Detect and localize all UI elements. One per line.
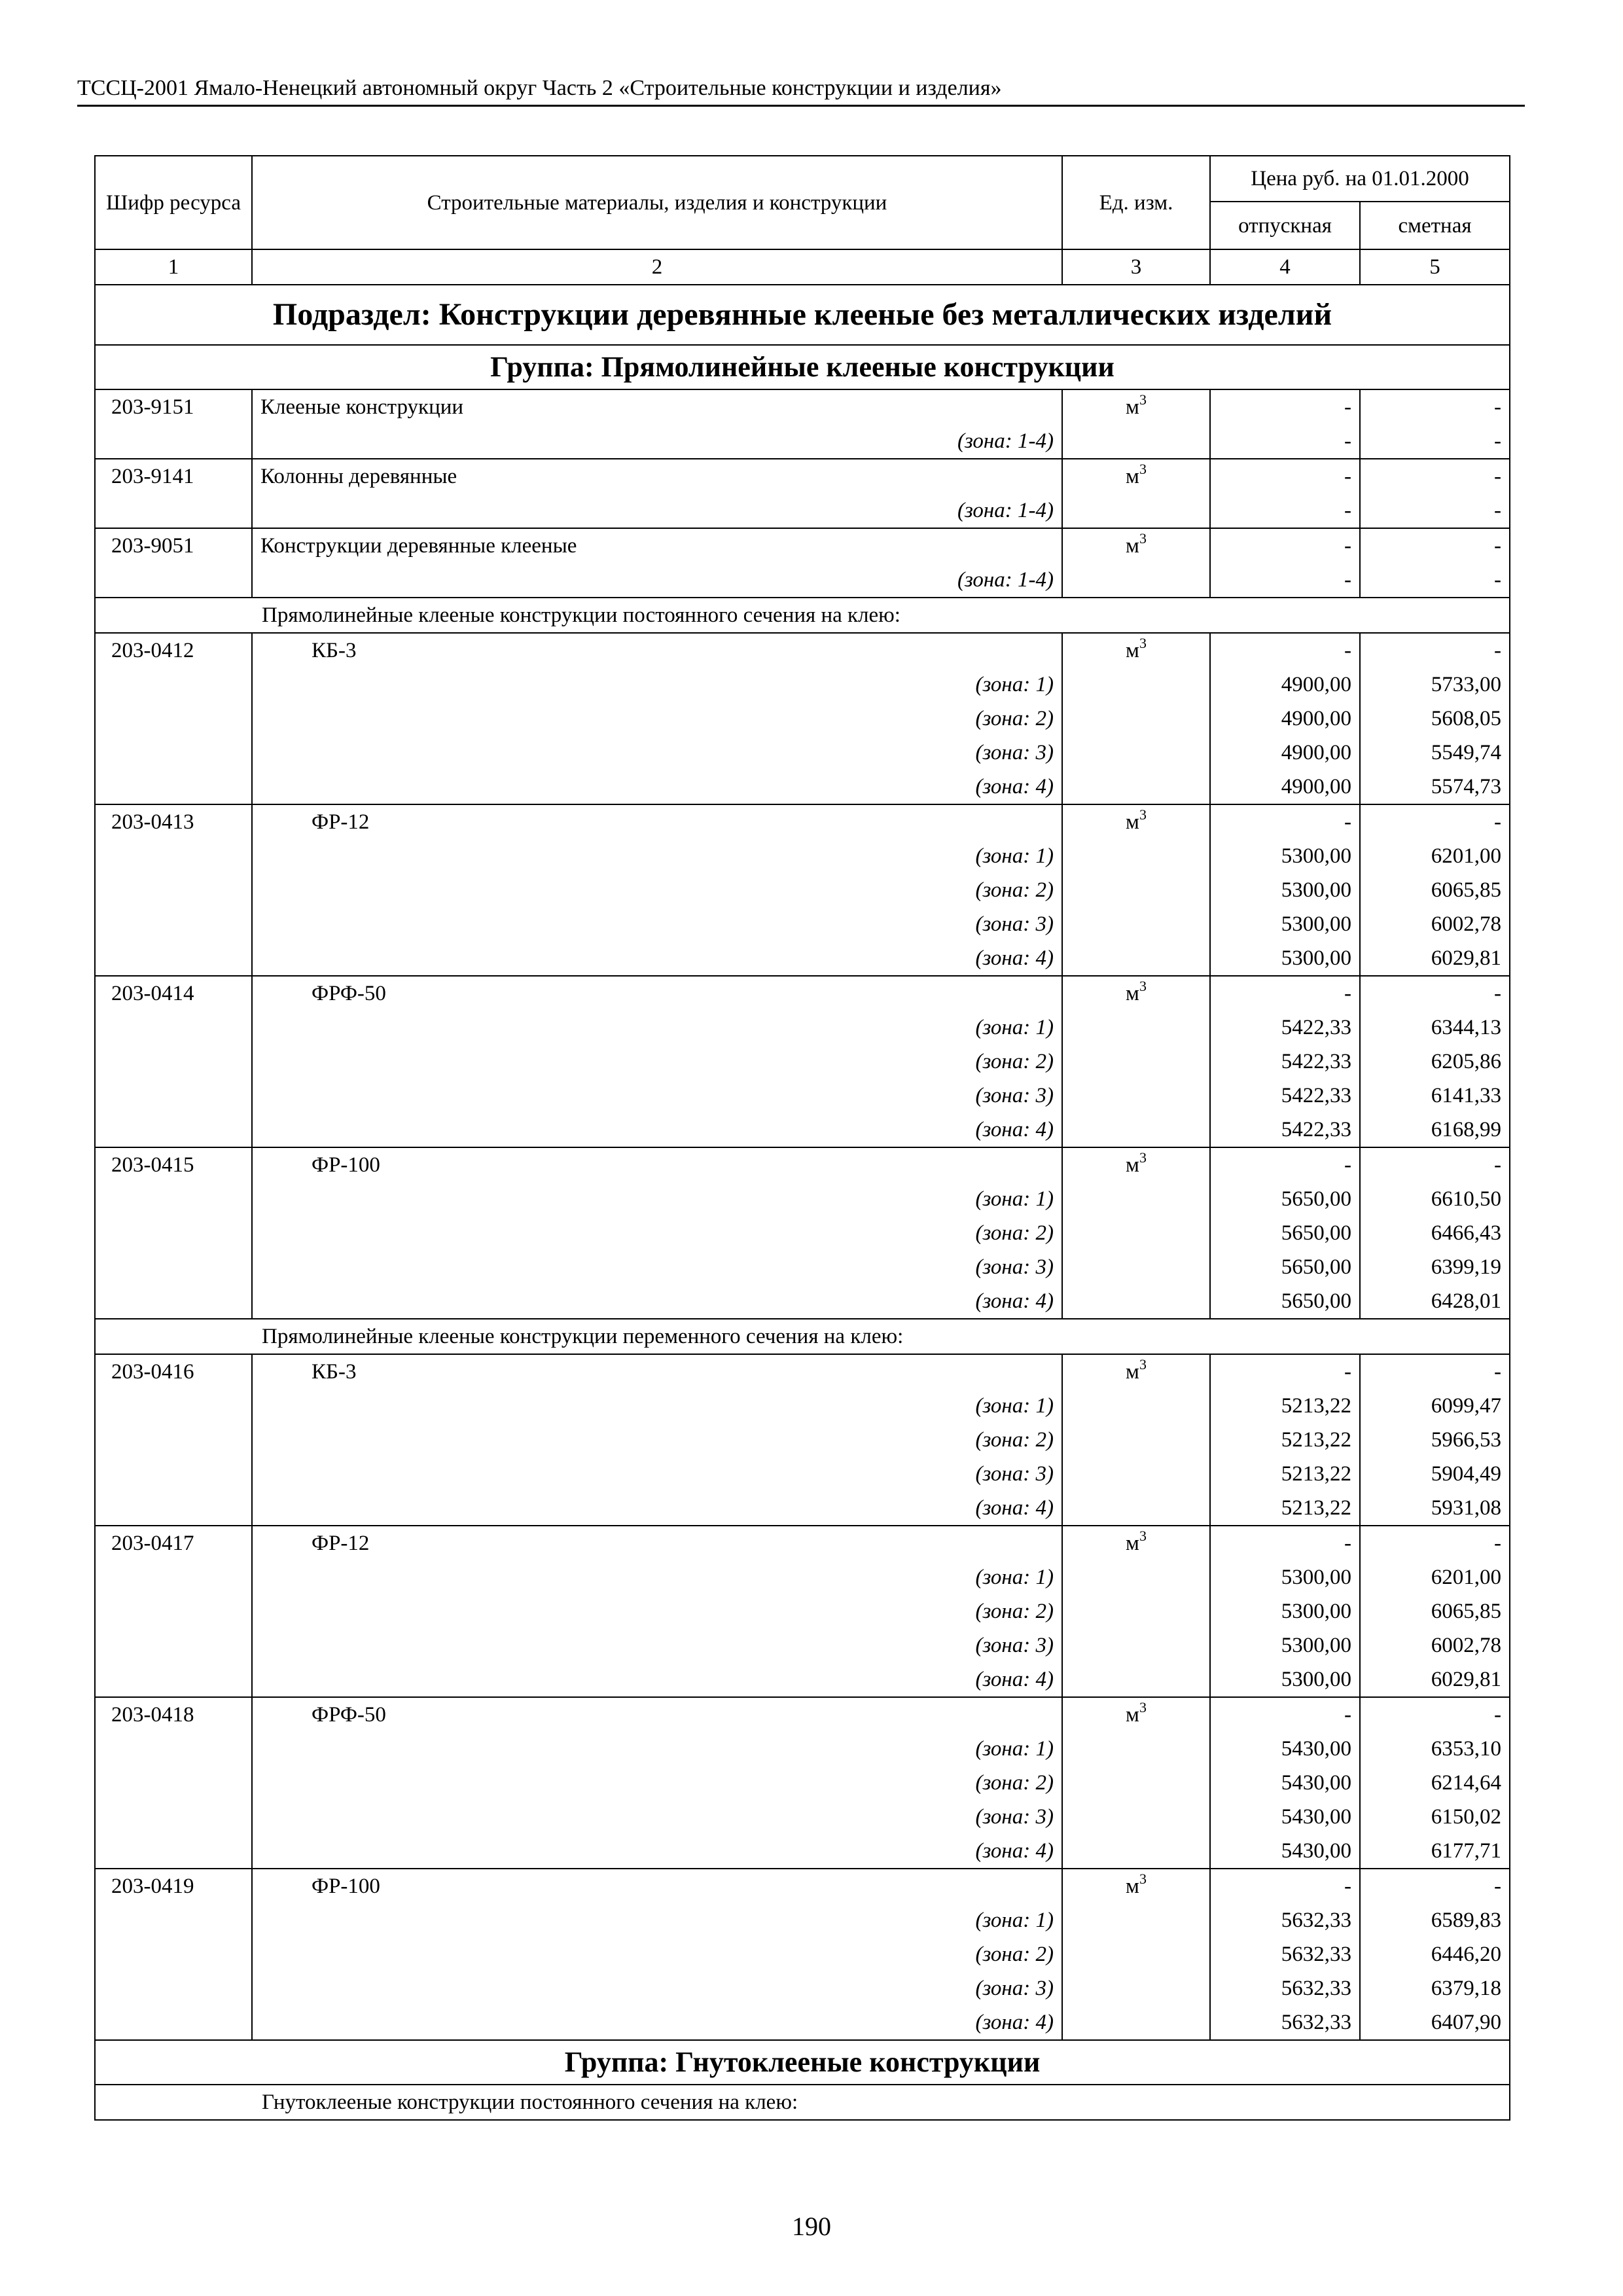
zone-row: [95, 1628, 1510, 1662]
table-row: [95, 633, 1510, 668]
zone-release-price: 5632,33: [1210, 1937, 1360, 1971]
zone-cell: [252, 563, 1062, 598]
unit-exponent: 3: [1139, 1356, 1147, 1372]
item-name: [252, 459, 1062, 493]
zone-release-price: 4900,00: [1210, 770, 1360, 804]
header-estimate-price: сметная: [1360, 202, 1510, 249]
estimate-price: -: [1360, 633, 1510, 668]
zone-row: [95, 2005, 1510, 2040]
unit-cell: [1062, 1147, 1210, 1182]
estimate-price: -: [1360, 1526, 1510, 1560]
zone-release-price: 5430,00: [1210, 1834, 1360, 1869]
zone-estimate-price: 6002,78: [1360, 1628, 1510, 1662]
zone-release-price: 5430,00: [1210, 1732, 1360, 1766]
zone-label: (зона: 2): [975, 878, 1054, 902]
zone-row: [95, 1389, 1510, 1423]
zone-row: [95, 563, 1510, 598]
zone-cell: [252, 668, 1062, 702]
zone-cell: [252, 1732, 1062, 1766]
release-price: -: [1210, 633, 1360, 668]
zone-label: (зона: 3): [975, 1805, 1054, 1829]
item-name-text: ФР-100: [312, 1153, 380, 1177]
zone-label: (зона: 3): [975, 1462, 1054, 1486]
zone-label: (зона: 4): [975, 2011, 1054, 2034]
zone-release-price: 5300,00: [1210, 1628, 1360, 1662]
table-row: [95, 1526, 1510, 1560]
zone-estimate-price: 6428,01: [1360, 1284, 1510, 1319]
zone-row: [95, 1800, 1510, 1834]
item-name-text: ФР-12: [312, 810, 370, 834]
zone-estimate-price: 6168,99: [1360, 1113, 1510, 1147]
zone-release-price: 5422,33: [1210, 1079, 1360, 1113]
release-price: -: [1210, 389, 1360, 424]
item-name: [252, 804, 1062, 839]
estimate-price: -: [1360, 528, 1510, 563]
zone-release-price: 4900,00: [1210, 702, 1360, 736]
group-title: Группа: Гнутоклееные конструкции: [95, 2040, 1510, 2085]
zone-estimate-price: 5549,74: [1360, 736, 1510, 770]
item-name: [252, 528, 1062, 563]
zone-row: [95, 1766, 1510, 1800]
table-body: [95, 285, 1510, 2120]
zone-row: [95, 736, 1510, 770]
estimate-price: -: [1360, 804, 1510, 839]
unit-cell: [1062, 459, 1210, 493]
resource-code: 203-0412: [95, 633, 252, 668]
zone-estimate-price: 6065,85: [1360, 873, 1510, 907]
price-table: [94, 155, 1510, 2121]
zone-row: [95, 770, 1510, 804]
zone-release-price: 5632,33: [1210, 1903, 1360, 1937]
zone-cell: [252, 1250, 1062, 1284]
item-name: [252, 1354, 1062, 1389]
subsection-title: Подраздел: Конструкции деревянные клееные без металлических изделий: [95, 285, 1510, 345]
unit-cell: [1062, 633, 1210, 668]
item-name: [252, 976, 1062, 1011]
zone-release-price: 4900,00: [1210, 736, 1360, 770]
zone-cell: [252, 1766, 1062, 1800]
item-name: [252, 1526, 1062, 1560]
item-name-text: Колонны деревянные: [260, 465, 457, 488]
zone-label: (зона: 4): [975, 775, 1054, 798]
zone-estimate-price: 6201,00: [1360, 839, 1510, 873]
zone-cell: [252, 2005, 1062, 2040]
zone-label: (зона: 1-4): [957, 429, 1054, 453]
table-row: [95, 528, 1510, 563]
unit-cell: [1062, 804, 1210, 839]
header-name: Строительные материалы, изделия и конструкции: [252, 156, 1062, 249]
group-title: Группа: Прямолинейные клееные конструкции: [95, 345, 1510, 389]
zone-label: (зона: 2): [975, 1943, 1054, 1966]
zone-label: (зона: 1): [975, 1187, 1054, 1211]
zone-release-price: 5430,00: [1210, 1766, 1360, 1800]
zone-label: (зона: 1): [975, 673, 1054, 696]
unit-text: м: [1126, 982, 1139, 1005]
zone-estimate-price: 6065,85: [1360, 1594, 1510, 1628]
zone-cell: [252, 1800, 1062, 1834]
zone-label: (зона: 4): [975, 1289, 1054, 1313]
zone-release-price: 5632,33: [1210, 2005, 1360, 2040]
item-name: [252, 389, 1062, 424]
header-code: Шифр ресурса: [95, 156, 252, 249]
table-row: [95, 389, 1510, 424]
zone-label: (зона: 1): [975, 1909, 1054, 1932]
zone-cell: [252, 873, 1062, 907]
unit-text: м: [1126, 1703, 1139, 1727]
zone-cell: [252, 1834, 1062, 1869]
zone-estimate-price: 6205,86: [1360, 1045, 1510, 1079]
resource-code: 203-0419: [95, 1869, 252, 1903]
zone-label: (зона: 2): [975, 1771, 1054, 1795]
zone-release-price: 5650,00: [1210, 1216, 1360, 1250]
zone-label: (зона: 1): [975, 844, 1054, 868]
zone-label: (зона: 4): [975, 946, 1054, 970]
table-row: [95, 976, 1510, 1011]
zone-estimate-price: 6029,81: [1360, 941, 1510, 976]
zone-cell: [252, 1560, 1062, 1594]
unit-exponent: 3: [1139, 1871, 1147, 1887]
item-name-text: ФР-100: [312, 1874, 380, 1898]
estimate-price: -: [1360, 389, 1510, 424]
table-row: [95, 1354, 1510, 1389]
zone-row: [95, 1113, 1510, 1147]
zone-label: (зона: 2): [975, 707, 1054, 730]
zone-estimate-price: 5733,00: [1360, 668, 1510, 702]
release-price: -: [1210, 1869, 1360, 1903]
zone-row: [95, 873, 1510, 907]
zone-estimate-price: 6379,18: [1360, 1971, 1510, 2005]
column-number: 1: [95, 249, 252, 285]
zone-cell: [252, 1011, 1062, 1045]
unit-text: м: [1126, 534, 1139, 558]
zone-cell: [252, 1182, 1062, 1216]
column-number: 5: [1360, 249, 1510, 285]
zone-row: [95, 941, 1510, 976]
zone-release-price: 5300,00: [1210, 1594, 1360, 1628]
zone-row: [95, 1594, 1510, 1628]
zone-cell: [252, 1113, 1062, 1147]
zone-cell: [252, 770, 1062, 804]
zone-release-price: 5213,22: [1210, 1491, 1360, 1526]
zone-label: (зона: 2): [975, 1428, 1054, 1452]
zone-row: [95, 1834, 1510, 1869]
zone-label: (зона: 4): [975, 1118, 1054, 1141]
item-name-text: ФРФ-50: [312, 1703, 386, 1727]
zone-row: [95, 1971, 1510, 2005]
zone-row: [95, 1079, 1510, 1113]
resource-code: 203-0413: [95, 804, 252, 839]
release-price: -: [1210, 528, 1360, 563]
zone-release-price: 5300,00: [1210, 839, 1360, 873]
unit-exponent: 3: [1139, 530, 1147, 547]
zone-row: [95, 1662, 1510, 1697]
zone-label: (зона: 4): [975, 1496, 1054, 1520]
unit-cell: [1062, 528, 1210, 563]
zone-estimate-price: 5966,53: [1360, 1423, 1510, 1457]
zone-label: (зона: 3): [975, 1255, 1054, 1279]
zone-estimate-price: -: [1360, 563, 1510, 598]
zone-cell: [252, 1937, 1062, 1971]
unit-exponent: 3: [1139, 806, 1147, 823]
zone-release-price: 5422,33: [1210, 1011, 1360, 1045]
zone-estimate-price: 6099,47: [1360, 1389, 1510, 1423]
zone-row: [95, 1937, 1510, 1971]
estimate-price: -: [1360, 1147, 1510, 1182]
table-row: [95, 459, 1510, 493]
zone-estimate-price: 5608,05: [1360, 702, 1510, 736]
release-price: -: [1210, 459, 1360, 493]
unit-text: м: [1126, 639, 1139, 662]
zone-cell: [252, 907, 1062, 941]
item-name-text: КБ-3: [312, 1360, 357, 1384]
zone-estimate-price: 6446,20: [1360, 1937, 1510, 1971]
unit-text: м: [1126, 1153, 1139, 1177]
zone-release-price: 5422,33: [1210, 1045, 1360, 1079]
unit-cell: [1062, 389, 1210, 424]
zone-label: (зона: 1): [975, 1016, 1054, 1039]
zone-estimate-price: 6610,50: [1360, 1182, 1510, 1216]
zone-estimate-price: 6399,19: [1360, 1250, 1510, 1284]
column-number: 2: [252, 249, 1062, 285]
zone-estimate-price: 5931,08: [1360, 1491, 1510, 1526]
item-name: [252, 633, 1062, 668]
zone-label: (зона: 2): [975, 1050, 1054, 1073]
zone-release-price: -: [1210, 493, 1360, 528]
zone-cell: [252, 1079, 1062, 1113]
zone-cell: [252, 839, 1062, 873]
zone-row: [95, 1182, 1510, 1216]
estimate-price: -: [1360, 1869, 1510, 1903]
zone-cell: [252, 1423, 1062, 1457]
unit-text: м: [1126, 1874, 1139, 1898]
zone-row: [95, 668, 1510, 702]
unit-exponent: 3: [1139, 1149, 1147, 1166]
zone-row: [95, 702, 1510, 736]
zone-label: (зона: 3): [975, 912, 1054, 936]
estimate-price: -: [1360, 1697, 1510, 1732]
release-price: -: [1210, 804, 1360, 839]
zone-estimate-price: 6141,33: [1360, 1079, 1510, 1113]
zone-release-price: 5300,00: [1210, 1662, 1360, 1697]
zone-row: [95, 1250, 1510, 1284]
zone-estimate-price: 6353,10: [1360, 1732, 1510, 1766]
table-row: [95, 1697, 1510, 1732]
item-name-text: Конструкции деревянные клееные: [260, 534, 577, 558]
zone-row: [95, 839, 1510, 873]
zone-cell: [252, 1971, 1062, 2005]
unit-text: м: [1126, 1532, 1139, 1555]
zone-release-price: -: [1210, 424, 1360, 459]
zone-estimate-price: 6344,13: [1360, 1011, 1510, 1045]
zone-cell: [252, 1045, 1062, 1079]
resource-code: 203-0415: [95, 1147, 252, 1182]
zone-cell: [252, 493, 1062, 528]
unit-exponent: 3: [1139, 1699, 1147, 1715]
zone-row: [95, 1045, 1510, 1079]
resource-code: 203-9141: [95, 459, 252, 493]
zone-estimate-price: 6589,83: [1360, 1903, 1510, 1937]
zone-estimate-price: 6466,43: [1360, 1216, 1510, 1250]
zone-label: (зона: 2): [975, 1600, 1054, 1623]
item-name-text: КБ-3: [312, 639, 357, 662]
zone-estimate-price: 6002,78: [1360, 907, 1510, 941]
zone-cell: [252, 941, 1062, 976]
zone-estimate-price: -: [1360, 493, 1510, 528]
page-number: 190: [792, 2212, 831, 2241]
zone-cell: [252, 1491, 1062, 1526]
zone-release-price: 5650,00: [1210, 1284, 1360, 1319]
zone-label: (зона: 3): [975, 1634, 1054, 1657]
section-note: Гнутоклееные конструкции постоянного сечения на клею:: [95, 2085, 1510, 2120]
zone-release-price: 5300,00: [1210, 907, 1360, 941]
zone-release-price: 5213,22: [1210, 1389, 1360, 1423]
column-number: 4: [1210, 249, 1360, 285]
zone-estimate-price: 6029,81: [1360, 1662, 1510, 1697]
table-row: [95, 804, 1510, 839]
item-name: [252, 1869, 1062, 1903]
resource-code: 203-0418: [95, 1697, 252, 1732]
zone-cell: [252, 702, 1062, 736]
zone-release-price: 5213,22: [1210, 1423, 1360, 1457]
resource-code: 203-0417: [95, 1526, 252, 1560]
zone-release-price: 5422,33: [1210, 1113, 1360, 1147]
unit-exponent: 3: [1139, 391, 1147, 408]
zone-row: [95, 493, 1510, 528]
unit-text: м: [1126, 395, 1139, 419]
zone-estimate-price: 6214,64: [1360, 1766, 1510, 1800]
zone-label: (зона: 1): [975, 1737, 1054, 1761]
unit-cell: [1062, 1354, 1210, 1389]
zone-cell: [252, 1457, 1062, 1491]
resource-code: 203-0416: [95, 1354, 252, 1389]
resource-code: 203-9151: [95, 389, 252, 424]
release-price: -: [1210, 1147, 1360, 1182]
item-name: [252, 1697, 1062, 1732]
unit-exponent: 3: [1139, 635, 1147, 651]
estimate-price: -: [1360, 459, 1510, 493]
table-row: [95, 1869, 1510, 1903]
zone-release-price: 5213,22: [1210, 1457, 1360, 1491]
zone-row: [95, 1011, 1510, 1045]
running-header: ТССЦ-2001 Ямало-Ненецкий автономный округ Часть 2 «Строительные конструкции и изделия»: [77, 73, 1525, 107]
estimate-price: -: [1360, 976, 1510, 1011]
zone-row: [95, 907, 1510, 941]
zone-label: (зона: 3): [975, 741, 1054, 764]
zone-label: (зона: 3): [975, 1084, 1054, 1107]
table-row: [95, 1147, 1510, 1182]
zone-release-price: 5430,00: [1210, 1800, 1360, 1834]
item-name-text: ФРФ-50: [312, 982, 386, 1005]
zone-release-price: -: [1210, 563, 1360, 598]
unit-cell: [1062, 1526, 1210, 1560]
zone-release-price: 5650,00: [1210, 1250, 1360, 1284]
unit-exponent: 3: [1139, 1528, 1147, 1544]
zone-label: (зона: 3): [975, 1977, 1054, 2000]
zone-row: [95, 1560, 1510, 1594]
zone-row: [95, 1216, 1510, 1250]
unit-text: м: [1126, 465, 1139, 488]
release-price: -: [1210, 976, 1360, 1011]
zone-label: (зона: 1-4): [957, 499, 1054, 522]
zone-row: [95, 1491, 1510, 1526]
zone-release-price: 5300,00: [1210, 1560, 1360, 1594]
release-price: -: [1210, 1697, 1360, 1732]
zone-label: (зона: 4): [975, 1839, 1054, 1863]
resource-code: 203-0414: [95, 976, 252, 1011]
zone-release-price: 4900,00: [1210, 668, 1360, 702]
zone-cell: [252, 1284, 1062, 1319]
zone-cell: [252, 1216, 1062, 1250]
resource-code: 203-9051: [95, 528, 252, 563]
zone-release-price: 5650,00: [1210, 1182, 1360, 1216]
release-price: -: [1210, 1354, 1360, 1389]
zone-row: [95, 1903, 1510, 1937]
header-unit: Ед. изм.: [1062, 156, 1210, 249]
unit-exponent: 3: [1139, 978, 1147, 994]
zone-cell: [252, 736, 1062, 770]
zone-release-price: 5632,33: [1210, 1971, 1360, 2005]
unit-cell: [1062, 1869, 1210, 1903]
estimate-price: -: [1360, 1354, 1510, 1389]
header-release-price: отпускная: [1210, 202, 1360, 249]
zone-estimate-price: 5904,49: [1360, 1457, 1510, 1491]
zone-cell: [252, 1903, 1062, 1937]
zone-estimate-price: 5574,73: [1360, 770, 1510, 804]
zone-label: (зона: 1): [975, 1394, 1054, 1418]
release-price: -: [1210, 1526, 1360, 1560]
zone-label: (зона: 1-4): [957, 568, 1054, 592]
item-name: [252, 1147, 1062, 1182]
zone-estimate-price: 6201,00: [1360, 1560, 1510, 1594]
zone-cell: [252, 1389, 1062, 1423]
column-number: 3: [1062, 249, 1210, 285]
unit-text: м: [1126, 1360, 1139, 1384]
zone-label: (зона: 2): [975, 1221, 1054, 1245]
zone-release-price: 5300,00: [1210, 941, 1360, 976]
section-note: Прямолинейные клееные конструкции постоянного сечения на клею:: [95, 598, 1510, 633]
item-name-text: Клееные конструкции: [260, 395, 464, 419]
zone-row: [95, 424, 1510, 459]
zone-cell: [252, 1662, 1062, 1697]
item-name-text: ФР-12: [312, 1532, 370, 1555]
zone-label: (зона: 1): [975, 1566, 1054, 1589]
zone-row: [95, 1284, 1510, 1319]
unit-cell: [1062, 976, 1210, 1011]
zone-cell: [252, 424, 1062, 459]
zone-estimate-price: 6407,90: [1360, 2005, 1510, 2040]
zone-label: (зона: 4): [975, 1668, 1054, 1691]
zone-release-price: 5300,00: [1210, 873, 1360, 907]
unit-cell: [1062, 1697, 1210, 1732]
unit-exponent: 3: [1139, 461, 1147, 477]
zone-row: [95, 1457, 1510, 1491]
zone-row: [95, 1423, 1510, 1457]
zone-cell: [252, 1628, 1062, 1662]
header-price: Цена руб. на 01.01.2000: [1210, 156, 1510, 202]
zone-cell: [252, 1594, 1062, 1628]
section-note: Прямолинейные клееные конструкции переменного сечения на клею:: [95, 1319, 1510, 1354]
zone-estimate-price: 6150,02: [1360, 1800, 1510, 1834]
zone-row: [95, 1732, 1510, 1766]
unit-text: м: [1126, 810, 1139, 834]
zone-estimate-price: -: [1360, 424, 1510, 459]
zone-estimate-price: 6177,71: [1360, 1834, 1510, 1869]
